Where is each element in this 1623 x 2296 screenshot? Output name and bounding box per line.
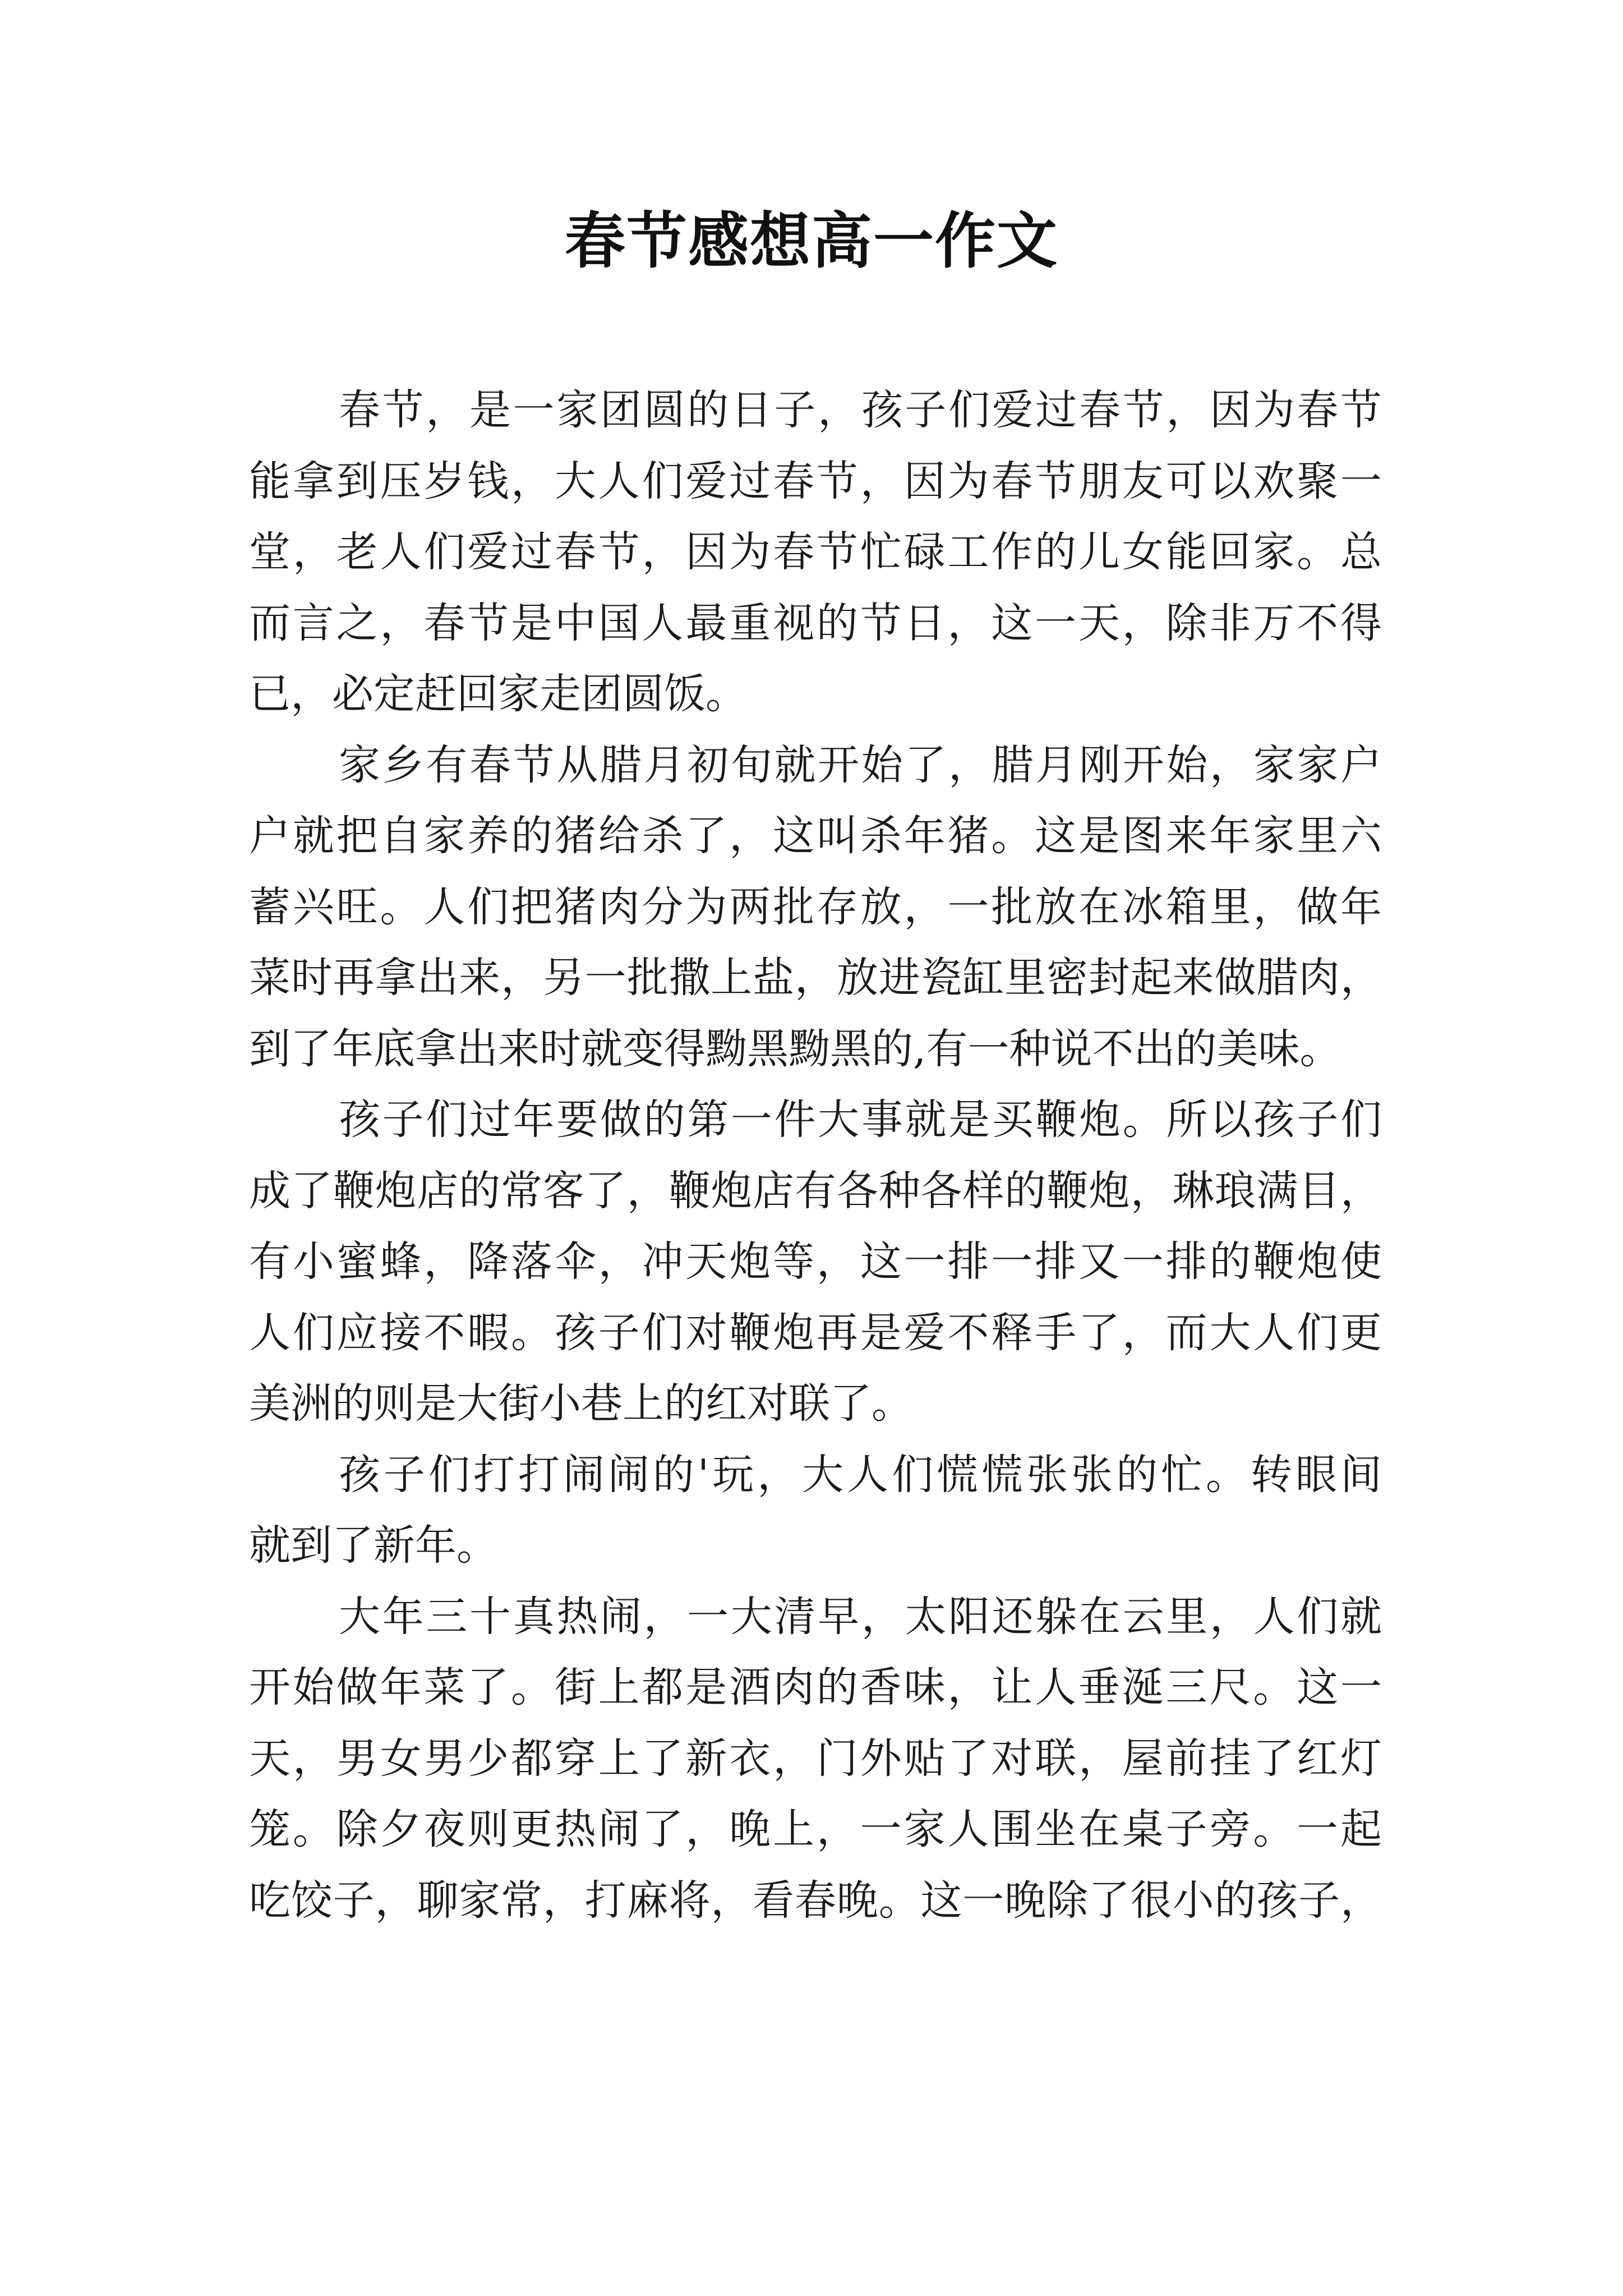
text-line: 孩子们打打闹闹的'玩，大人们慌慌张张的忙。转眼间	[339, 1450, 1382, 1499]
text-line: 人们应接不暇。孩子们对鞭炮再是爱不释手了，而大人们更	[249, 1308, 1382, 1357]
text-line: 到了年底拿出来时就变得黝黑黝黑的,有一种说不出的美味。	[249, 1024, 1341, 1073]
text-line: 有小蜜蜂，降落伞，冲天炮等，这一排一排又一排的鞭炮使	[249, 1237, 1382, 1286]
text-line: 就到了新年。	[249, 1521, 498, 1570]
paragraph	[249, 730, 1382, 1085]
page-title: 春节感想高一作文	[564, 206, 1058, 277]
text-line: 家乡有春节从腊月初旬就开始了，腊月刚开始，家家户	[339, 740, 1382, 789]
text-line: 大年三十真热闹，一大清早，太阳还躲在云里，人们就	[339, 1592, 1382, 1641]
text-line: 美洲的则是大街小巷上的红对联了。	[249, 1379, 913, 1428]
text-line: 春节，是一家团圆的日子，孩子们爱过春节，因为春节	[339, 386, 1382, 434]
text-line: 菜时再拿出来，另一批撒上盐，放进瓷缸里密封起来做腊肉，	[249, 954, 1382, 1002]
paragraph	[249, 1581, 1382, 1936]
text-line: 成了鞭炮店的常客了，鞭炮店有各种各样的鞭炮，琳琅满目，	[249, 1166, 1382, 1215]
text-line: 开始做年菜了。街上都是酒肉的香味，让人垂涎三尺。这一	[249, 1663, 1382, 1711]
essay-body	[249, 375, 1382, 1936]
text-line: 天，男女男少都穿上了新衣，门外贴了对联，屋前挂了红灯	[249, 1734, 1382, 1783]
text-line: 堂，老人们爱过春节，因为春节忙碌工作的儿女能回家。总	[249, 528, 1382, 576]
text-line: 吃饺子，聊家常，打麻将，看春晚。这一晚除了很小的孩子，	[249, 1876, 1382, 1925]
paragraph	[249, 1084, 1382, 1439]
text-line: 已，必定赶回家走团圆饭。	[249, 670, 747, 718]
text-line: 而言之，春节是中国人最重视的节日，这一天，除非万不得	[249, 599, 1382, 647]
paragraph	[249, 375, 1382, 730]
text-line: 户就把自家养的猪给杀了，这叫杀年猪。这是图来年家里六	[249, 812, 1382, 860]
text-line: 蓄兴旺。人们把猪肉分为两批存放，一批放在冰箱里，做年	[249, 882, 1382, 931]
paragraph	[249, 1439, 1382, 1581]
text-line: 孩子们过年要做的第一件大事就是买鞭炮。所以孩子们	[339, 1096, 1382, 1144]
text-line: 能拿到压岁钱，大人们爱过春节，因为春节朋友可以欢聚一	[249, 457, 1382, 505]
text-line: 笼。除夕夜则更热闹了，晚上，一家人围坐在桌子旁。一起	[249, 1805, 1382, 1853]
